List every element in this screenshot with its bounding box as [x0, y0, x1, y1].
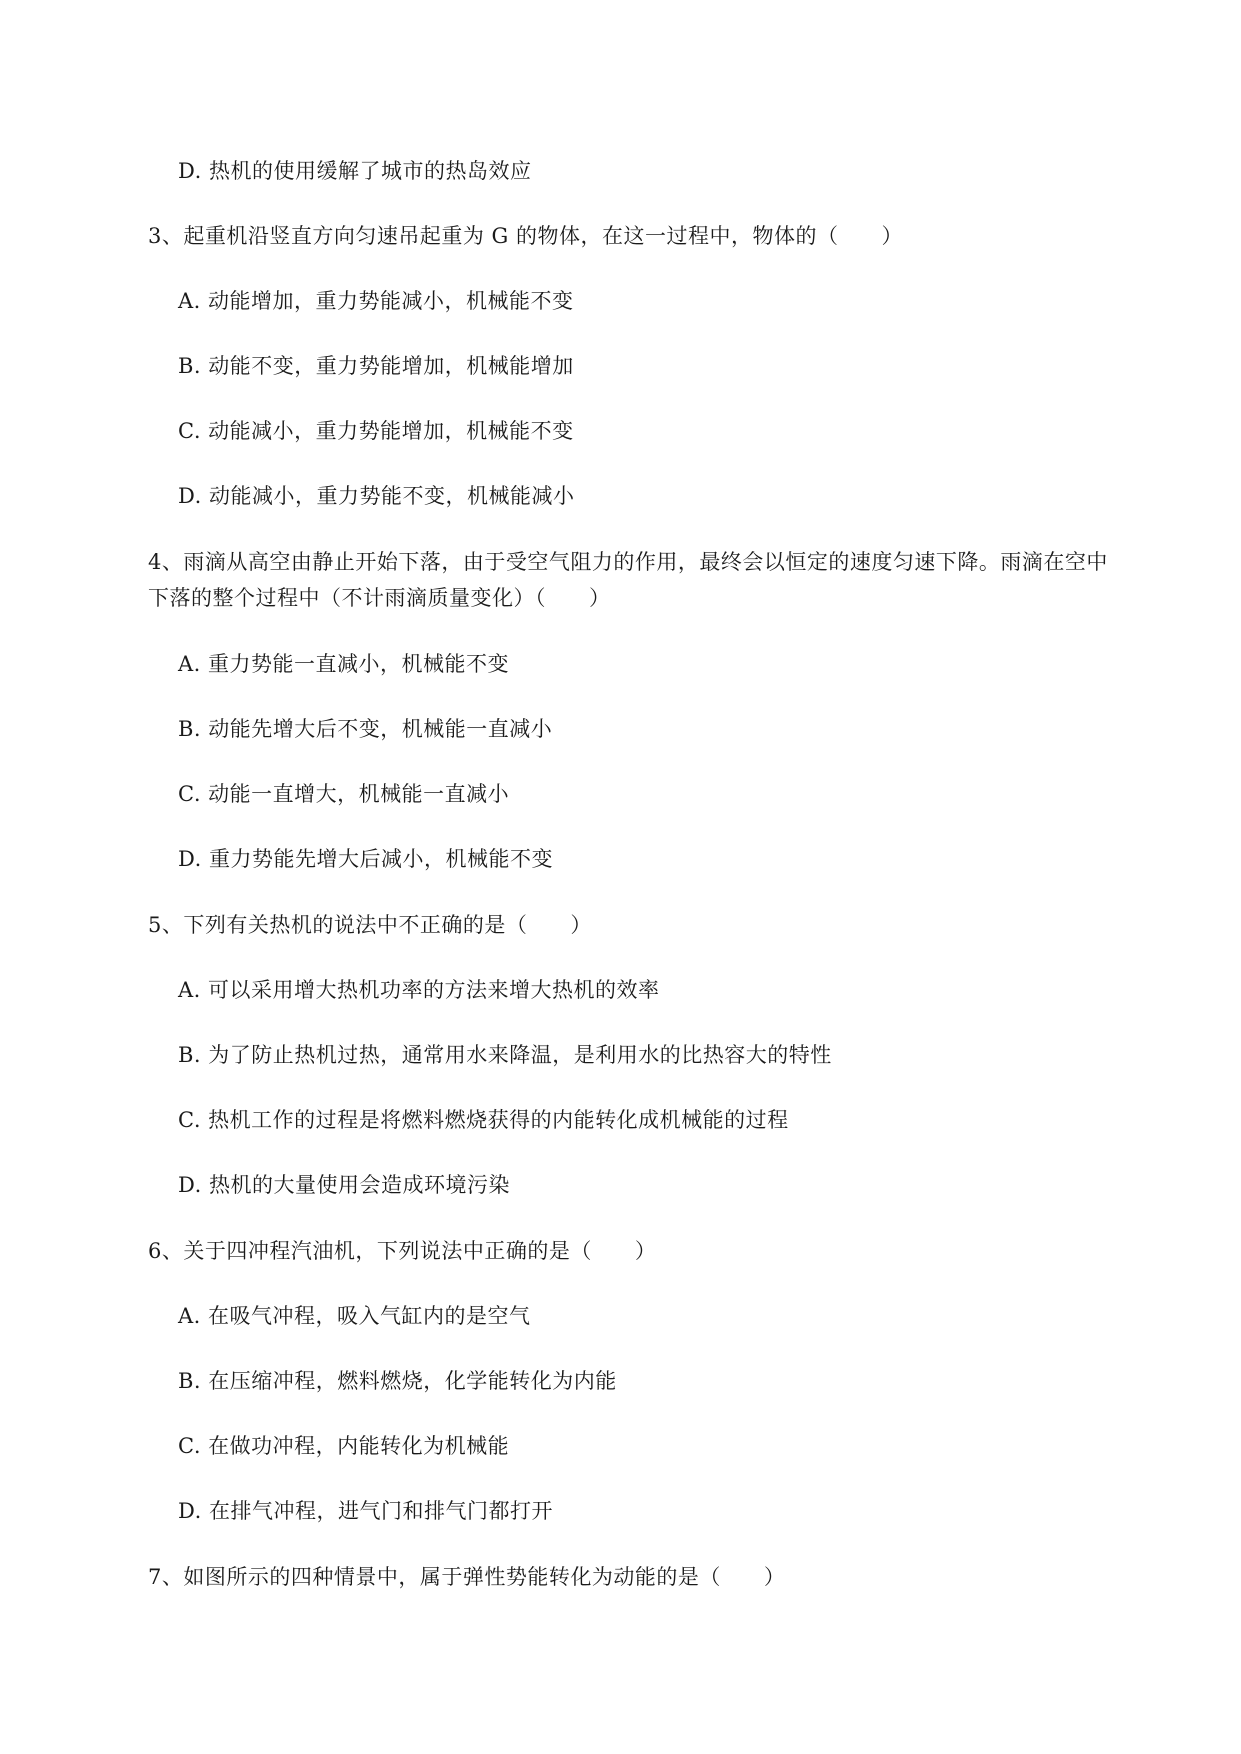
- q6-option-c: C. 在做功冲程，内能转化为机械能: [178, 1434, 510, 1458]
- q3-stem: 3、起重机沿竖直方向匀速吊起重为 G 的物体，在这一过程中，物体的（ ）: [148, 224, 903, 248]
- q4-option-c: C. 动能一直增大，机械能一直减小: [178, 782, 510, 806]
- q4-stem-continuation: 下落的整个过程中（不计雨滴质量变化）（ ）: [148, 586, 611, 610]
- q7-stem: 7、如图所示的四种情景中，属于弹性势能转化为动能的是（ ）: [148, 1565, 786, 1589]
- q4-option-d: D. 重力势能先增大后减小，机械能不变: [178, 847, 553, 871]
- q5-option-d: D. 热机的大量使用会造成环境污染: [178, 1173, 510, 1197]
- q6-stem: 6、关于四冲程汽油机，下列说法中正确的是（ ）: [148, 1239, 657, 1263]
- q5-option-b: B. 为了防止热机过热，通常用水来降温，是利用水的比热容大的特性: [178, 1043, 832, 1067]
- q5-option-a: A. 可以采用增大热机功率的方法来增大热机的效率: [178, 978, 660, 1002]
- q6-option-b: B. 在压缩冲程，燃料燃烧，化学能转化为内能: [178, 1369, 617, 1393]
- q5-option-c: C. 热机工作的过程是将燃料燃烧获得的内能转化成机械能的过程: [178, 1108, 789, 1132]
- q4-option-a: A. 重力势能一直减小，机械能不变: [178, 652, 510, 676]
- q3-option-a: A. 动能增加，重力势能减小，机械能不变: [178, 289, 574, 313]
- q3-option-c: C. 动能减小，重力势能增加，机械能不变: [178, 419, 574, 443]
- q5-stem: 5、下列有关热机的说法中不正确的是（ ）: [148, 913, 592, 937]
- q4-stem: 4、雨滴从高空由静止开始下落，由于受空气阻力的作用，最终会以恒定的速度匀速下降。雨滴在空中: [148, 550, 1108, 574]
- q3-option-d: D. 动能减小，重力势能不变，机械能减小: [178, 484, 575, 508]
- q4-option-b: B. 动能先增大后不变，机械能一直减小: [178, 717, 553, 741]
- q3-option-b: B. 动能不变，重力势能增加，机械能增加: [178, 354, 574, 378]
- q2-option-d: D. 热机的使用缓解了城市的热岛效应: [178, 159, 532, 183]
- q6-option-a: A. 在吸气冲程，吸入气缸内的是空气: [178, 1304, 531, 1328]
- q6-option-d: D. 在排气冲程，进气门和排气门都打开: [178, 1499, 553, 1523]
